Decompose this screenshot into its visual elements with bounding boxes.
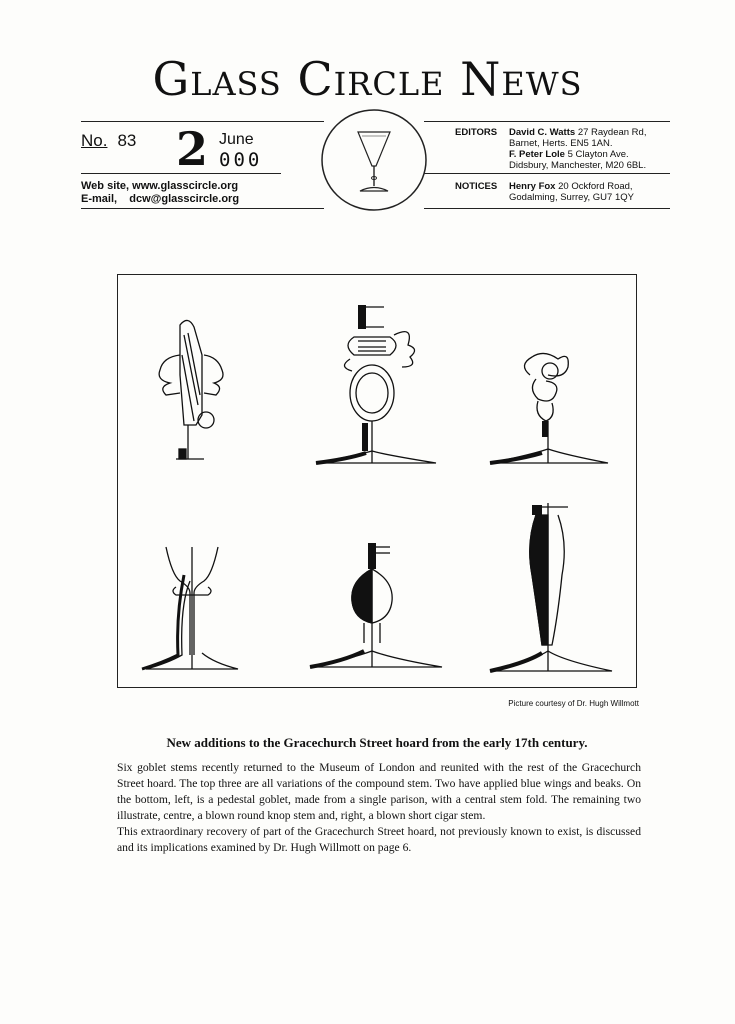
notices-address-line: Godalming, Surrey, GU7 1QY: [509, 192, 634, 203]
logo: [320, 108, 428, 217]
goblet-stems-illustration: [118, 275, 635, 686]
contact-block: [81, 180, 239, 206]
article-paragraph: Six goblet stems recently returned to the Museum of London and reunited with the rest of the Gracechurch Street hoard. The top three are all variations of the compound stem. Two have applied blue wings and beaks. On the bottom, left, is a pedestal goblet, made from a single parison, with a central stem fold. The remaining two illustrate, centre, a blown round knop stem and, right, a blown short cigar stem.: [117, 761, 641, 822]
editors-label: EDITORS: [455, 127, 498, 138]
goblet-stem-knotted-icon: [490, 353, 608, 463]
header-rule-left-bottom: [81, 208, 324, 209]
editor-entry: [509, 149, 669, 160]
notices-name: Henry Fox: [509, 181, 556, 192]
notices-entry: [509, 181, 669, 192]
article-body: [117, 760, 641, 856]
header-rule-right-mid: [424, 173, 670, 174]
editor-address: 5 Clayton Ave.: [567, 149, 629, 160]
article-paragraph: This extraordinary recovery of part of the Gracechurch Street hoard, not previously known to exist, is discussed and its implications examined by Dr. Hugh Willmott on page 6.: [117, 825, 641, 854]
notices-label: NOTICES: [455, 181, 498, 192]
editor-name: David C. Watts: [509, 127, 576, 138]
goblet-stem-beaked-icon: [316, 305, 436, 463]
email-line: E-mail, dcw@glasscircle.org: [81, 193, 240, 205]
issue-number: [81, 131, 136, 151]
issue-year-rest: 000: [219, 149, 263, 171]
editor-address-line: Barnet, Herts. EN5 1AN.: [509, 138, 613, 149]
editors-list: [509, 127, 669, 171]
masthead-title: Glass Circle News: [152, 52, 583, 106]
notices-address: 20 Ockford Road,: [558, 181, 633, 192]
editor-name: F. Peter Lole: [509, 149, 565, 160]
header-rule-right-top: [424, 121, 670, 122]
pedestal-goblet-icon: [142, 547, 238, 669]
issue-number-value: 83: [117, 131, 137, 150]
article-headline: New additions to the Gracechurch Street hoard from the early 17th century.: [166, 735, 588, 750]
website-line: Web site, www.glasscircle.org: [81, 180, 239, 192]
wine-glass-icon: [320, 108, 428, 212]
goblet-stem-winged-icon: [159, 320, 223, 459]
notices-contact: [509, 181, 669, 203]
round-knop-stem-icon: [310, 543, 442, 667]
issue-year-big-digit: 2: [176, 122, 209, 176]
cigar-stem-icon: [490, 503, 612, 671]
figure-credit: Picture courtesy of Dr. Hugh Willmott: [508, 699, 639, 708]
editor-address: 27 Raydean Rd,: [577, 127, 647, 138]
issue-number-label: No.: [81, 131, 108, 150]
goblet-illustration-frame: [117, 274, 637, 688]
editor-address-line: Didsbury, Manchester, M20 6BL.: [509, 160, 647, 171]
editor-entry: [509, 127, 669, 138]
header-rule-right-bottom: [424, 208, 670, 209]
issue-month: June: [219, 131, 254, 148]
